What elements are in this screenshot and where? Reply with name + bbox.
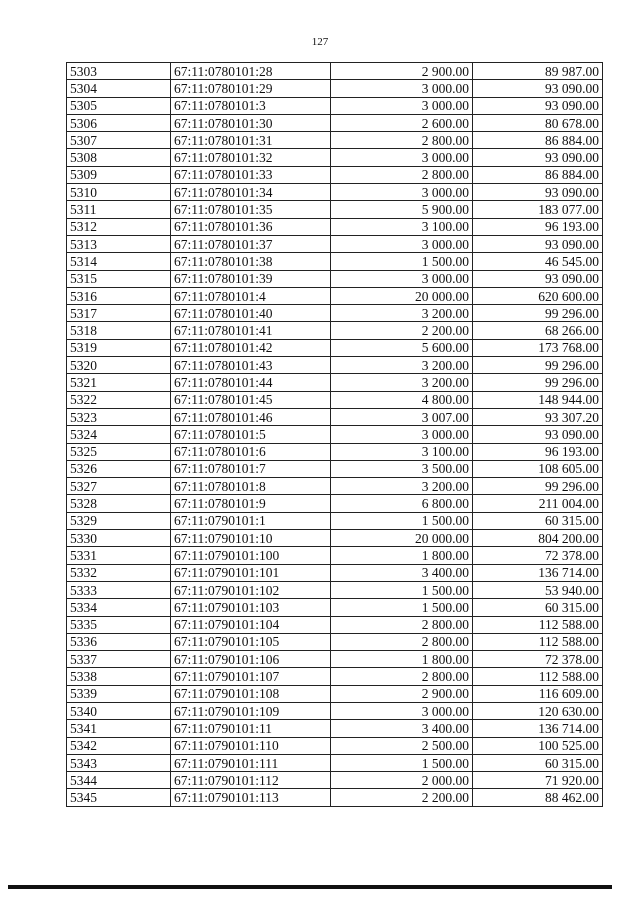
- land-plot-table: [66, 62, 603, 807]
- table-row: [67, 391, 603, 408]
- row-number-cell: 5309: [67, 166, 171, 183]
- table-row: [67, 754, 603, 771]
- cadastral-value-cell: 80 678.00: [473, 114, 603, 131]
- area-cell: 1 500.00: [331, 754, 473, 771]
- area-cell: 4 800.00: [331, 391, 473, 408]
- row-number-cell: 5328: [67, 495, 171, 512]
- row-number-cell: 5308: [67, 149, 171, 166]
- cadastral-number-cell: 67:11:0780101:7: [171, 460, 331, 477]
- cadastral-number-cell: 67:11:0780101:42: [171, 339, 331, 356]
- area-cell: 5 600.00: [331, 339, 473, 356]
- cadastral-number-cell: 67:11:0790101:111: [171, 754, 331, 771]
- cadastral-number-cell: 67:11:0790101:10: [171, 530, 331, 547]
- cadastral-number-cell: 67:11:0790101:108: [171, 685, 331, 702]
- cadastral-number-cell: 67:11:0790101:113: [171, 789, 331, 806]
- area-cell: 20 000.00: [331, 530, 473, 547]
- cadastral-number-cell: 67:11:0780101:45: [171, 391, 331, 408]
- cadastral-number-cell: 67:11:0790101:110: [171, 737, 331, 754]
- table-row: [67, 426, 603, 443]
- area-cell: 3 200.00: [331, 305, 473, 322]
- cadastral-value-cell: 71 920.00: [473, 772, 603, 789]
- cadastral-number-cell: 67:11:0780101:30: [171, 114, 331, 131]
- cadastral-number-cell: 67:11:0780101:28: [171, 63, 331, 80]
- cadastral-number-cell: 67:11:0790101:101: [171, 564, 331, 581]
- table-row: [67, 166, 603, 183]
- table-row: [67, 685, 603, 702]
- cadastral-value-cell: 93 307.20: [473, 408, 603, 425]
- table-row: [67, 702, 603, 719]
- cadastral-number-cell: 67:11:0780101:6: [171, 443, 331, 460]
- table-row: [67, 253, 603, 270]
- table-row: [67, 218, 603, 235]
- table-row: [67, 184, 603, 201]
- cadastral-number-cell: 67:11:0780101:31: [171, 132, 331, 149]
- row-number-cell: 5341: [67, 720, 171, 737]
- cadastral-number-cell: 67:11:0780101:32: [171, 149, 331, 166]
- area-cell: 2 000.00: [331, 772, 473, 789]
- row-number-cell: 5342: [67, 737, 171, 754]
- table-row: [67, 633, 603, 650]
- cadastral-value-cell: 72 378.00: [473, 651, 603, 668]
- table-row: [67, 478, 603, 495]
- row-number-cell: 5317: [67, 305, 171, 322]
- area-cell: 2 800.00: [331, 166, 473, 183]
- area-cell: 2 800.00: [331, 633, 473, 650]
- cadastral-value-cell: 99 296.00: [473, 305, 603, 322]
- cadastral-number-cell: 67:11:0780101:46: [171, 408, 331, 425]
- table-row: [67, 287, 603, 304]
- row-number-cell: 5305: [67, 97, 171, 114]
- row-number-cell: 5323: [67, 408, 171, 425]
- area-cell: 3 007.00: [331, 408, 473, 425]
- area-cell: 3 200.00: [331, 374, 473, 391]
- row-number-cell: 5311: [67, 201, 171, 218]
- cadastral-value-cell: 116 609.00: [473, 685, 603, 702]
- cadastral-value-cell: 804 200.00: [473, 530, 603, 547]
- row-number-cell: 5320: [67, 357, 171, 374]
- cadastral-number-cell: 67:11:0780101:3: [171, 97, 331, 114]
- cadastral-number-cell: 67:11:0780101:4: [171, 287, 331, 304]
- area-cell: 1 500.00: [331, 599, 473, 616]
- cadastral-value-cell: 60 315.00: [473, 754, 603, 771]
- row-number-cell: 5344: [67, 772, 171, 789]
- area-cell: 3 000.00: [331, 80, 473, 97]
- table-row: [67, 651, 603, 668]
- area-cell: 6 800.00: [331, 495, 473, 512]
- cadastral-number-cell: 67:11:0790101:112: [171, 772, 331, 789]
- table-row: [67, 322, 603, 339]
- row-number-cell: 5340: [67, 702, 171, 719]
- area-cell: 3 000.00: [331, 97, 473, 114]
- table-row: [67, 599, 603, 616]
- cadastral-value-cell: 211 004.00: [473, 495, 603, 512]
- cadastral-number-cell: 67:11:0780101:5: [171, 426, 331, 443]
- row-number-cell: 5335: [67, 616, 171, 633]
- cadastral-value-cell: 89 987.00: [473, 63, 603, 80]
- cadastral-value-cell: 86 884.00: [473, 166, 603, 183]
- table-row: [67, 547, 603, 564]
- row-number-cell: 5325: [67, 443, 171, 460]
- row-number-cell: 5327: [67, 478, 171, 495]
- cadastral-number-cell: 67:11:0790101:102: [171, 581, 331, 598]
- cadastral-number-cell: 67:11:0780101:43: [171, 357, 331, 374]
- cadastral-value-cell: 99 296.00: [473, 374, 603, 391]
- row-number-cell: 5333: [67, 581, 171, 598]
- table-row: [67, 737, 603, 754]
- cadastral-number-cell: 67:11:0790101:11: [171, 720, 331, 737]
- table-row: [67, 789, 603, 806]
- table-row: [67, 97, 603, 114]
- table-row: [67, 443, 603, 460]
- page-number: 127: [311, 36, 329, 48]
- area-cell: 3 000.00: [331, 426, 473, 443]
- table-row: [67, 530, 603, 547]
- table-row: [67, 201, 603, 218]
- table-row: [67, 114, 603, 131]
- cadastral-number-cell: 67:11:0780101:38: [171, 253, 331, 270]
- area-cell: 3 000.00: [331, 184, 473, 201]
- row-number-cell: 5345: [67, 789, 171, 806]
- cadastral-value-cell: 120 630.00: [473, 702, 603, 719]
- cadastral-value-cell: 99 296.00: [473, 478, 603, 495]
- cadastral-value-cell: 93 090.00: [473, 270, 603, 287]
- row-number-cell: 5313: [67, 235, 171, 252]
- area-cell: 2 900.00: [331, 63, 473, 80]
- row-number-cell: 5330: [67, 530, 171, 547]
- cadastral-number-cell: 67:11:0790101:109: [171, 702, 331, 719]
- row-number-cell: 5315: [67, 270, 171, 287]
- cadastral-value-cell: 108 605.00: [473, 460, 603, 477]
- row-number-cell: 5310: [67, 184, 171, 201]
- cadastral-number-cell: 67:11:0780101:35: [171, 201, 331, 218]
- area-cell: 3 200.00: [331, 357, 473, 374]
- row-number-cell: 5306: [67, 114, 171, 131]
- table-row: [67, 668, 603, 685]
- cadastral-value-cell: 620 600.00: [473, 287, 603, 304]
- cadastral-value-cell: 88 462.00: [473, 789, 603, 806]
- row-number-cell: 5318: [67, 322, 171, 339]
- cadastral-number-cell: 67:11:0790101:106: [171, 651, 331, 668]
- row-number-cell: 5329: [67, 512, 171, 529]
- area-cell: 3 500.00: [331, 460, 473, 477]
- cadastral-value-cell: 93 090.00: [473, 97, 603, 114]
- row-number-cell: 5316: [67, 287, 171, 304]
- cadastral-number-cell: 67:11:0780101:41: [171, 322, 331, 339]
- row-number-cell: 5319: [67, 339, 171, 356]
- area-cell: 3 000.00: [331, 235, 473, 252]
- row-number-cell: 5312: [67, 218, 171, 235]
- cadastral-number-cell: 67:11:0780101:9: [171, 495, 331, 512]
- cadastral-number-cell: 67:11:0780101:36: [171, 218, 331, 235]
- cadastral-number-cell: 67:11:0780101:29: [171, 80, 331, 97]
- cadastral-number-cell: 67:11:0790101:100: [171, 547, 331, 564]
- cadastral-number-cell: 67:11:0780101:40: [171, 305, 331, 322]
- cadastral-value-cell: 86 884.00: [473, 132, 603, 149]
- cadastral-value-cell: 112 588.00: [473, 616, 603, 633]
- table-row: [67, 495, 603, 512]
- cadastral-number-cell: 67:11:0780101:8: [171, 478, 331, 495]
- area-cell: 2 200.00: [331, 322, 473, 339]
- area-cell: 3 100.00: [331, 218, 473, 235]
- cadastral-number-cell: 67:11:0790101:103: [171, 599, 331, 616]
- row-number-cell: 5331: [67, 547, 171, 564]
- area-cell: 2 800.00: [331, 616, 473, 633]
- table-row: [67, 305, 603, 322]
- table-row: [67, 772, 603, 789]
- cadastral-number-cell: 67:11:0780101:34: [171, 184, 331, 201]
- area-cell: 1 500.00: [331, 581, 473, 598]
- cadastral-value-cell: 93 090.00: [473, 149, 603, 166]
- area-cell: 2 500.00: [331, 737, 473, 754]
- cadastral-value-cell: 93 090.00: [473, 80, 603, 97]
- area-cell: 3 000.00: [331, 702, 473, 719]
- area-cell: 2 900.00: [331, 685, 473, 702]
- cadastral-value-cell: 173 768.00: [473, 339, 603, 356]
- table-row: [67, 564, 603, 581]
- table-row: [67, 616, 603, 633]
- table-row: [67, 235, 603, 252]
- cadastral-number-cell: 67:11:0790101:104: [171, 616, 331, 633]
- row-number-cell: 5322: [67, 391, 171, 408]
- table-row: [67, 270, 603, 287]
- cadastral-number-cell: 67:11:0780101:39: [171, 270, 331, 287]
- row-number-cell: 5321: [67, 374, 171, 391]
- area-cell: 3 400.00: [331, 720, 473, 737]
- cadastral-value-cell: 93 090.00: [473, 184, 603, 201]
- table-row: [67, 408, 603, 425]
- table-row: [67, 357, 603, 374]
- row-number-cell: 5326: [67, 460, 171, 477]
- area-cell: 5 900.00: [331, 201, 473, 218]
- area-cell: 2 200.00: [331, 789, 473, 806]
- table-row: [67, 581, 603, 598]
- cadastral-value-cell: 72 378.00: [473, 547, 603, 564]
- area-cell: 2 800.00: [331, 132, 473, 149]
- area-cell: 3 400.00: [331, 564, 473, 581]
- cadastral-value-cell: 68 266.00: [473, 322, 603, 339]
- table-row: [67, 149, 603, 166]
- table-row: [67, 720, 603, 737]
- cadastral-number-cell: 67:11:0780101:37: [171, 235, 331, 252]
- table-row: [67, 132, 603, 149]
- table-row: [67, 460, 603, 477]
- table-body: [67, 63, 603, 807]
- area-cell: 3 200.00: [331, 478, 473, 495]
- area-cell: 1 500.00: [331, 253, 473, 270]
- row-number-cell: 5338: [67, 668, 171, 685]
- cadastral-value-cell: 136 714.00: [473, 720, 603, 737]
- cadastral-value-cell: 183 077.00: [473, 201, 603, 218]
- cadastral-number-cell: 67:11:0790101:107: [171, 668, 331, 685]
- table-row: [67, 512, 603, 529]
- cadastral-value-cell: 46 545.00: [473, 253, 603, 270]
- area-cell: 3 000.00: [331, 149, 473, 166]
- cadastral-number-cell: 67:11:0780101:33: [171, 166, 331, 183]
- cadastral-value-cell: 112 588.00: [473, 668, 603, 685]
- area-cell: 1 800.00: [331, 547, 473, 564]
- cadastral-value-cell: 136 714.00: [473, 564, 603, 581]
- cadastral-value-cell: 96 193.00: [473, 218, 603, 235]
- cadastral-value-cell: 99 296.00: [473, 357, 603, 374]
- cadastral-value-cell: 60 315.00: [473, 512, 603, 529]
- table-row: [67, 80, 603, 97]
- area-cell: 1 800.00: [331, 651, 473, 668]
- row-number-cell: 5314: [67, 253, 171, 270]
- cadastral-value-cell: 60 315.00: [473, 599, 603, 616]
- row-number-cell: 5343: [67, 754, 171, 771]
- row-number-cell: 5332: [67, 564, 171, 581]
- cadastral-value-cell: 100 525.00: [473, 737, 603, 754]
- cadastral-value-cell: 93 090.00: [473, 235, 603, 252]
- row-number-cell: 5337: [67, 651, 171, 668]
- cadastral-value-cell: 53 940.00: [473, 581, 603, 598]
- table-row: [67, 63, 603, 80]
- area-cell: 3 000.00: [331, 270, 473, 287]
- row-number-cell: 5324: [67, 426, 171, 443]
- area-cell: 20 000.00: [331, 287, 473, 304]
- table-row: [67, 339, 603, 356]
- cadastral-value-cell: 112 588.00: [473, 633, 603, 650]
- area-cell: 1 500.00: [331, 512, 473, 529]
- area-cell: 2 800.00: [331, 668, 473, 685]
- row-number-cell: 5304: [67, 80, 171, 97]
- row-number-cell: 5307: [67, 132, 171, 149]
- cadastral-value-cell: 93 090.00: [473, 426, 603, 443]
- cadastral-number-cell: 67:11:0790101:1: [171, 512, 331, 529]
- area-cell: 3 100.00: [331, 443, 473, 460]
- cadastral-number-cell: 67:11:0780101:44: [171, 374, 331, 391]
- row-number-cell: 5334: [67, 599, 171, 616]
- row-number-cell: 5336: [67, 633, 171, 650]
- bottom-rule: [8, 885, 612, 889]
- row-number-cell: 5303: [67, 63, 171, 80]
- table-row: [67, 374, 603, 391]
- cadastral-number-cell: 67:11:0790101:105: [171, 633, 331, 650]
- cadastral-value-cell: 148 944.00: [473, 391, 603, 408]
- cadastral-value-cell: 96 193.00: [473, 443, 603, 460]
- area-cell: 2 600.00: [331, 114, 473, 131]
- row-number-cell: 5339: [67, 685, 171, 702]
